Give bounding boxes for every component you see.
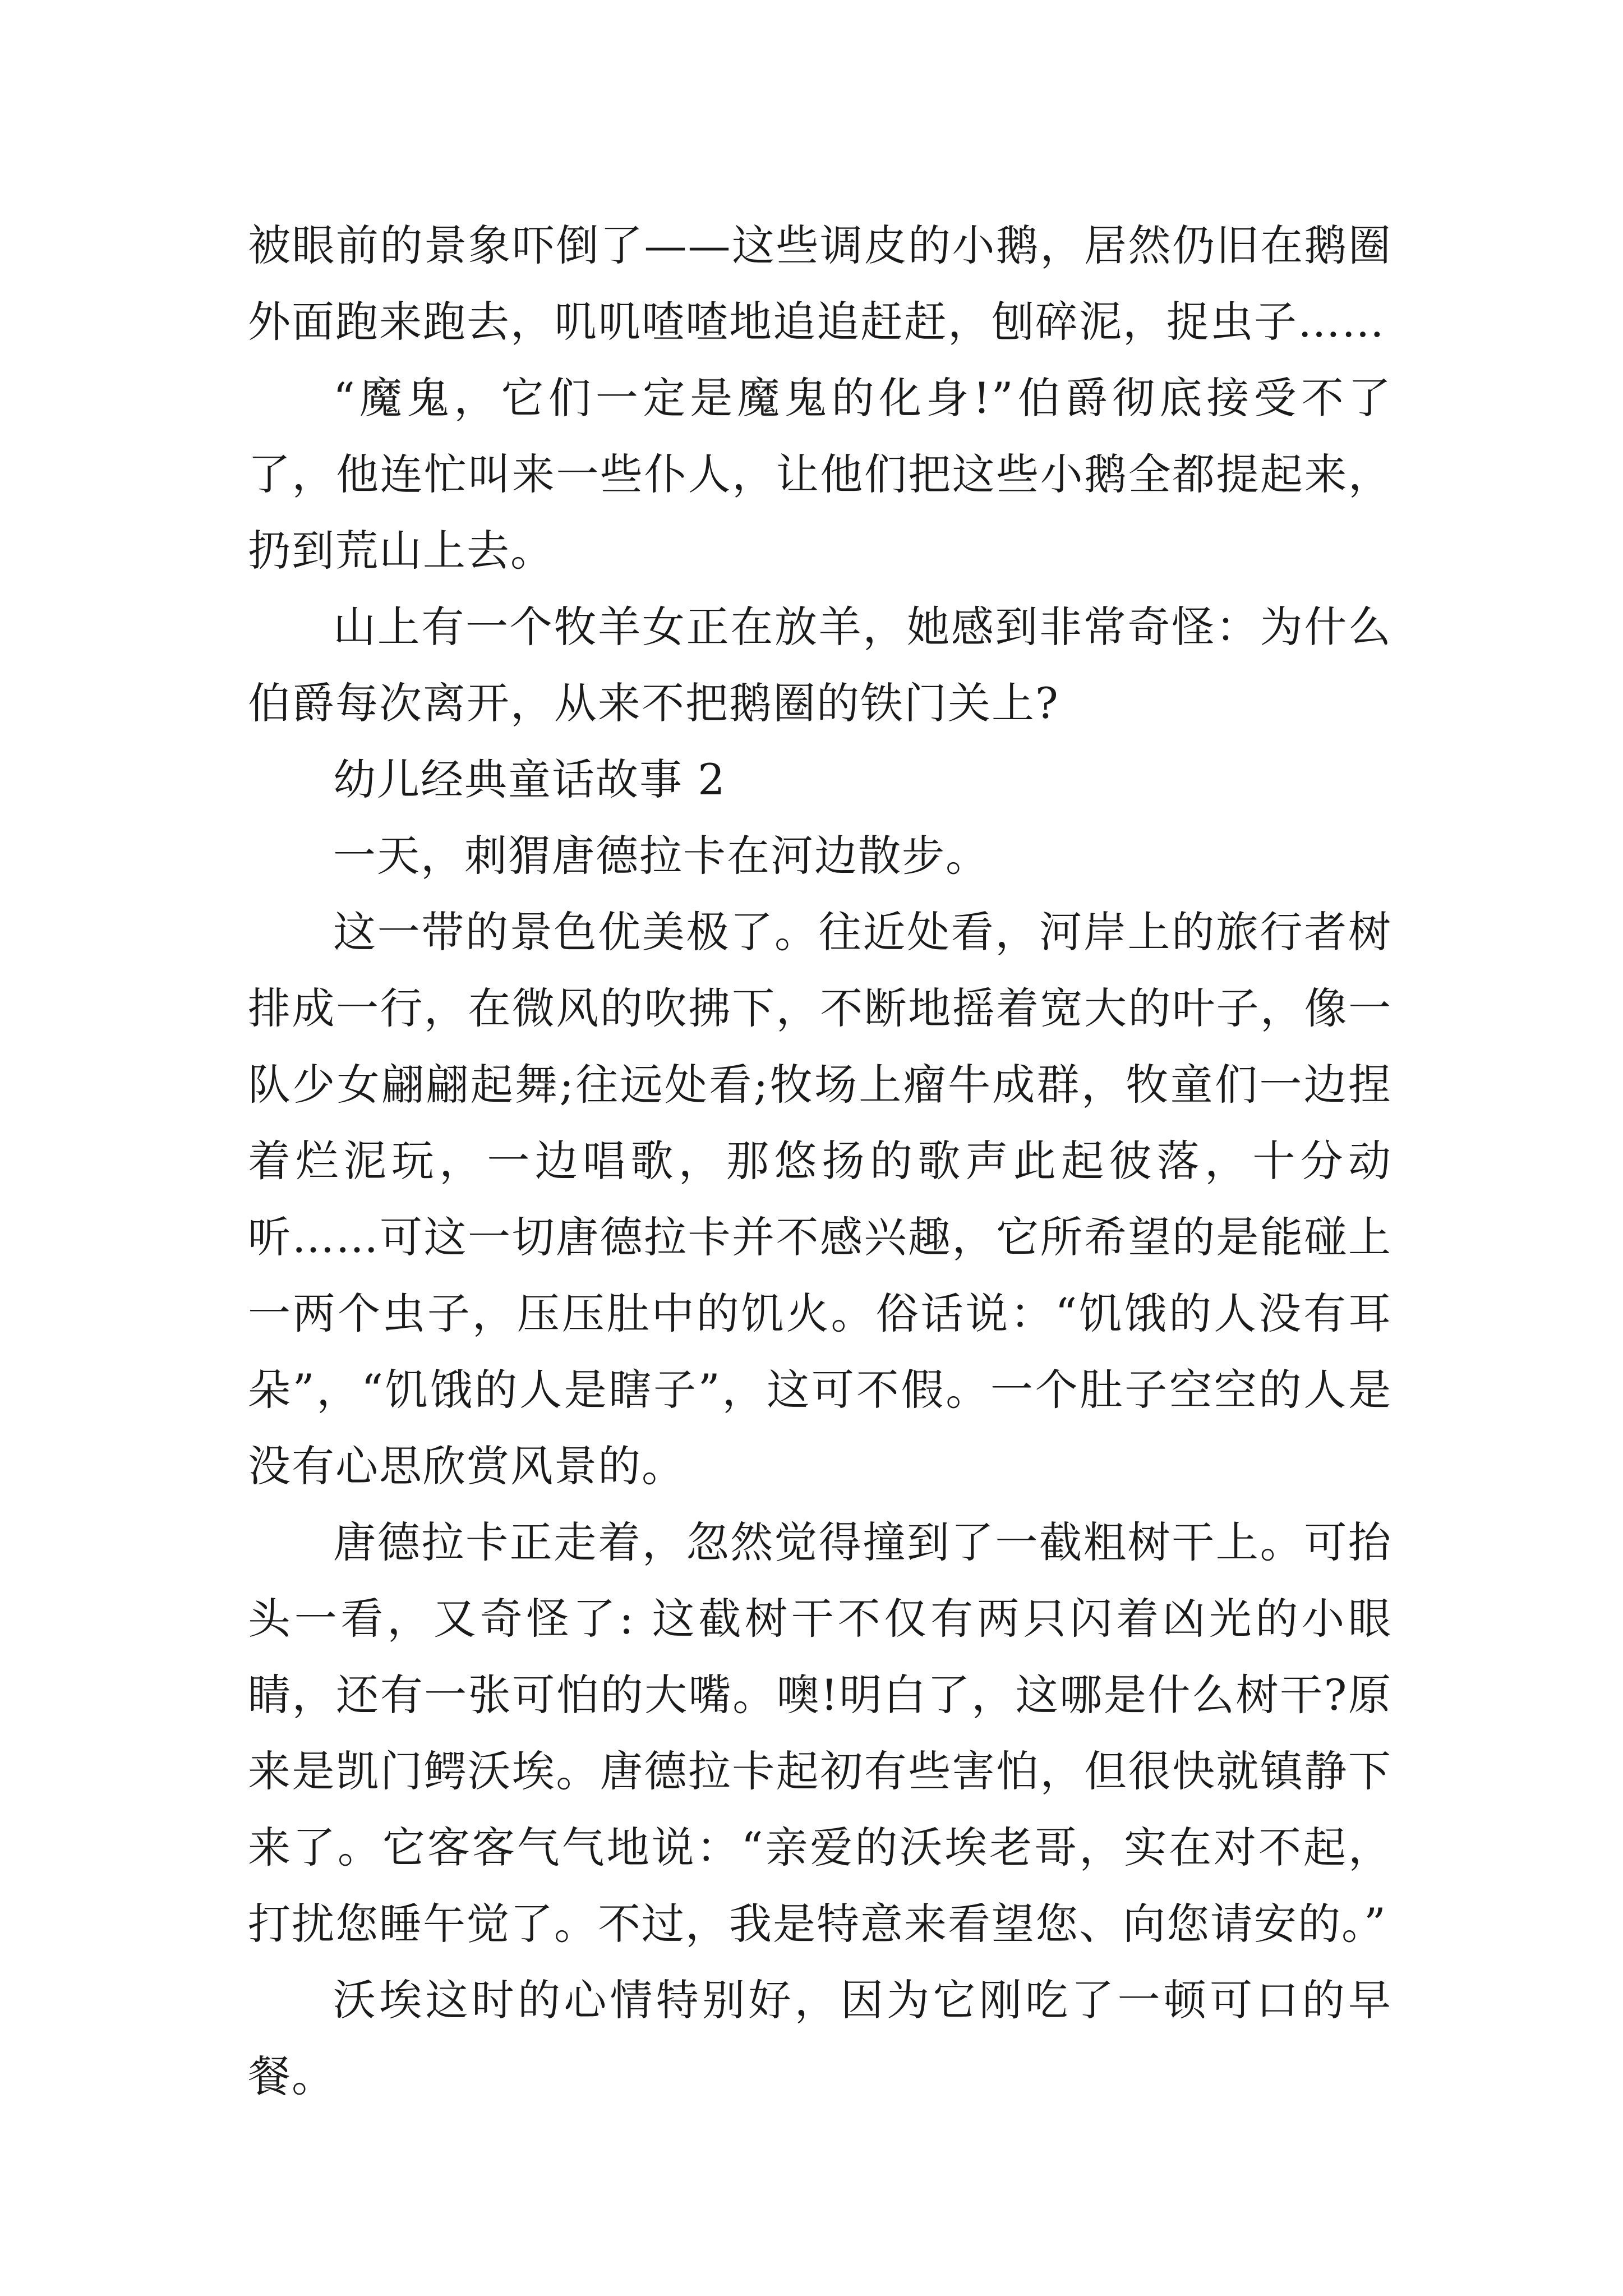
paragraph-meets-caiman: 唐德拉卡正走着，忽然觉得撞到了一截粗树干上。可抬头一看，又奇怪了: 这截树干不仅有两只闪着凶光的小眼睛，还有一张可怕的大嘴。噢!明白了，这哪是什么树干?原来是凯门鳄沃埃。唐德拉卡起初有些害怕，但很快就镇静下来了。它客客气气地说：“亲爱的沃埃老哥，实在对不起，打扰您睡午觉了。不过，我是特意来看望您、向您请安的。” — [248, 1517, 1392, 1949]
paragraph-scenery-description: 这一带的景色优美极了。往近处看，河岸上的旅行者树排成一行，在微风的吹拂下，不断地摇着宽大的叶子，像一队少女翩翩起舞;往远处看;牧场上瘤牛成群，牧童们一边捏着烂泥玩，一边唱歌，那悠扬的歌声此起彼落，十分动听……可这一切唐德拉卡并不感兴趣，它所希望的是能碰上一两个虫子，压压肚中的饥火。俗话说：“饥饿的人没有耳朵”，“饥饿的人是瞎子”，这可不假。一个肚子空空的人是没有心思欣赏风景的。 — [248, 907, 1392, 1491]
section-heading-story-2: 幼儿经典童话故事 2 — [333, 754, 726, 804]
paragraph-geese-outside-pen: 被眼前的景象吓倒了——这些调皮的小鹅，居然仍旧在鹅圈外面跑来跑去，叽叽喳喳地追追赶赶，刨碎泥，捉虫子…… — [248, 220, 1392, 347]
document-body — [248, 208, 1392, 2115]
paragraph-count-orders-servants: “魔鬼，它们一定是魔鬼的化身!”伯爵彻底接受不了了，他连忙叫来一些仆人，让他们把这些小鹅全都提起来，扔到荒山上去。 — [248, 373, 1392, 576]
paragraph-caiman-good-mood: 沃埃这时的心情特别好，因为它刚吃了一顿可口的早餐。 — [248, 1975, 1392, 2101]
paragraph-shepherdess-wonders: 山上有一个牧羊女正在放羊，她感到非常奇怪：为什么伯爵每次离开，从来不把鹅圈的铁门关上? — [248, 602, 1392, 728]
paragraph-hedgehog-walks: 一天，刺猬唐德拉卡在河边散步。 — [333, 831, 989, 881]
